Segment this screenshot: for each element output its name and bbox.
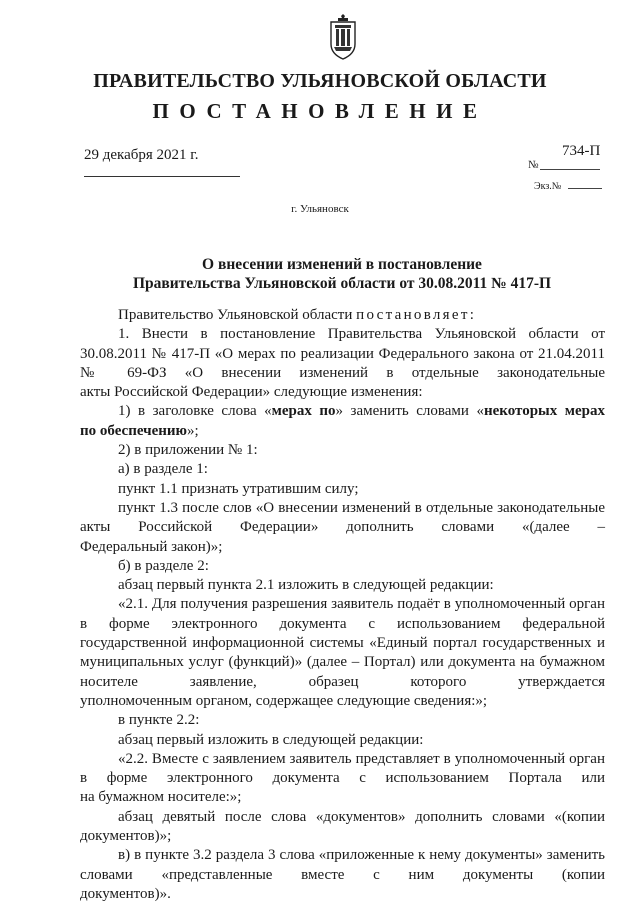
item-1-2: 2) в приложении № 1: xyxy=(118,442,258,459)
item-a-1: пункт 1.1 признать утратившим силу; xyxy=(118,480,359,497)
preamble xyxy=(80,306,605,325)
item-b-4-last-line: документов)»; xyxy=(80,828,172,845)
item-c-last-line: документов)». xyxy=(80,885,171,902)
item-b-quote-2-1: «2.1. Для получения разрешения заявитель подаёт в уполномоченный орган в форме электронного документа с использованием федеральной государственной информационной системы «Единый портал государственных и муниципальных услуг (функций)» (далее – Портал) или документа на бумажном носителе заявление, образец которого утверждается xyxy=(80,596,605,690)
coat-of-arms-icon xyxy=(328,14,358,60)
item-1-1 xyxy=(80,402,605,421)
preamble-text: Правительство Ульяновской области xyxy=(118,307,353,323)
city: г. Ульяновск xyxy=(291,203,349,215)
item-1-1-last-line xyxy=(80,422,605,441)
item-c: в) в пункте 3.2 раздела 3 слова «приложенные к нему документы» заменить словами «представленные вместе с ним документы (копии xyxy=(80,847,605,883)
item-1: 1. Внести в постановление Правительства Ульяновской области от 30.08.2011 № 417-П «О мерах по реализации Федерального закона от 21.04.2011 № 69-ФЗ «О внесении изменений в отдельные законодательные xyxy=(80,326,605,381)
government-name: ПРАВИТЕЛЬСТВО УЛЬЯНОВСКОЙ ОБЛАСТИ xyxy=(93,70,547,92)
item-1-1-f: »; xyxy=(187,422,199,439)
item-1-1-d: некоторых мерах xyxy=(483,403,605,420)
item-b: б) в разделе 2: xyxy=(118,557,209,574)
item-b-4: абзац девятый после слова «документов» дополнить словами «(копии xyxy=(118,808,605,825)
item-1-1-e: по обеспечению xyxy=(80,422,187,439)
item-a: а) в разделе 1: xyxy=(118,461,208,478)
date-underline xyxy=(84,176,240,177)
document-date: 29 декабря 2021 г. xyxy=(84,147,199,163)
number-sign: № xyxy=(528,159,539,171)
item-b-3: абзац первый изложить в следующей редакции: xyxy=(118,731,424,748)
document-body xyxy=(80,306,605,904)
document-number: 734-П xyxy=(562,143,601,159)
document-type: ПОСТАНОВЛЕНИЕ xyxy=(152,99,488,123)
item-b-quote-2-2-last-line: на бумажном носителе:»; xyxy=(80,789,242,806)
item-1-1-c: » заменить словами « xyxy=(335,403,484,420)
title-line-2: Правительства Ульяновской области от 30.08.2011 № 417-П xyxy=(132,275,552,292)
item-1-last-line: акты Российской Федерации» следующие изменения: xyxy=(80,384,423,401)
item-b-2: в пункте 2.2: xyxy=(118,712,200,729)
copy-underline xyxy=(568,188,602,189)
item-1-1-b: мерах по xyxy=(271,403,336,420)
item-b-quote-2-2: «2.2. Вместе с заявлением заявитель представляет в уполномоченный орган в форме электронного документа с использованием Портала или xyxy=(80,750,605,787)
item-b-quote-2-1-last-line: уполномоченным органом, содержащее следующие сведения:»; xyxy=(80,692,488,709)
item-b-1: абзац первый пункта 2.1 изложить в следующей редакции: xyxy=(118,577,494,594)
item-a-2-last-line: Федеральный закон)»; xyxy=(80,538,223,555)
title-line-1: О внесении изменений в постановление xyxy=(202,256,482,273)
preamble-verb: постановляет: xyxy=(356,307,477,323)
copy-label: Экз.№ xyxy=(534,181,562,192)
number-underline xyxy=(540,169,600,170)
document-title xyxy=(0,255,640,293)
item-a-2: пункт 1.3 после слов «О внесении изменений в отдельные законодательные акты Российской Федерации» дополнить словами «(далее – xyxy=(80,499,605,536)
item-1-1-a: 1) в заголовке слова « xyxy=(118,403,272,420)
